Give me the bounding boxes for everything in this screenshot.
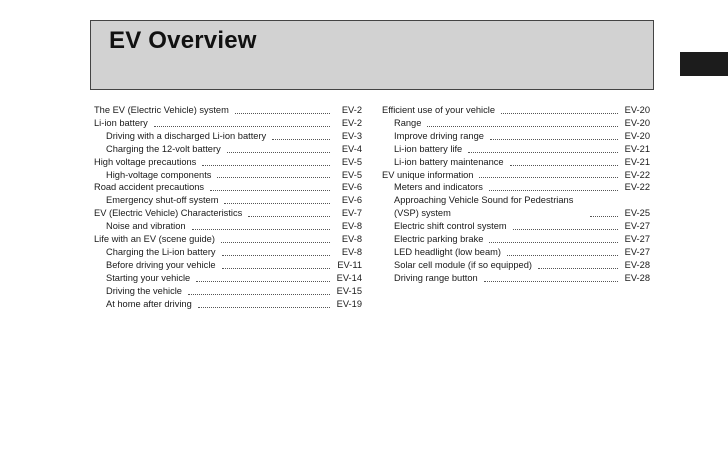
dot-leader bbox=[198, 307, 330, 308]
toc-entry-page: EV-14 bbox=[336, 272, 362, 283]
toc-entry[interactable] bbox=[94, 207, 362, 220]
toc-entry[interactable] bbox=[94, 272, 362, 285]
dot-leader bbox=[590, 216, 618, 217]
toc-entry-page: EV-21 bbox=[624, 143, 650, 154]
toc-entry-label: Starting your vehicle bbox=[106, 272, 191, 283]
toc-entry[interactable] bbox=[382, 117, 650, 130]
toc-entry-label: Driving the vehicle bbox=[106, 285, 182, 296]
dot-leader bbox=[221, 242, 330, 243]
toc-entry[interactable] bbox=[94, 117, 362, 130]
dot-leader bbox=[222, 268, 330, 269]
dot-leader bbox=[510, 165, 618, 166]
toc-entry-page: EV-27 bbox=[624, 246, 650, 257]
dot-leader bbox=[235, 113, 330, 114]
toc-entry-page: EV-28 bbox=[624, 259, 650, 270]
toc-entry-page: EV-28 bbox=[624, 272, 650, 283]
toc-entry[interactable] bbox=[94, 285, 362, 298]
toc-entry-page: EV-6 bbox=[341, 195, 362, 206]
dot-leader bbox=[427, 126, 618, 127]
toc-entry-label: LED headlight (low beam) bbox=[394, 246, 501, 257]
toc-entry-label: The EV (Electric Vehicle) system bbox=[94, 105, 229, 115]
section-tab-marker bbox=[680, 52, 728, 76]
dot-leader bbox=[192, 229, 330, 230]
dot-leader bbox=[202, 165, 330, 166]
dot-leader bbox=[188, 294, 330, 295]
toc-entry-label: Efficient use of your vehicle bbox=[382, 105, 496, 115]
toc-entry[interactable] bbox=[382, 194, 650, 220]
toc-entry-label: Road accident precautions bbox=[94, 182, 205, 193]
toc-entry-label: Emergency shut-off system bbox=[106, 195, 219, 206]
dot-leader bbox=[484, 281, 618, 282]
toc-entry-page: EV-20 bbox=[624, 105, 650, 115]
toc-entry-page: EV-27 bbox=[624, 221, 650, 232]
toc-column-right bbox=[382, 104, 650, 285]
toc-entry[interactable] bbox=[382, 156, 650, 169]
toc-entry[interactable] bbox=[382, 272, 650, 285]
toc-entry-label: Charging the 12-volt battery bbox=[106, 143, 221, 154]
toc-entry-label: Li-ion battery life bbox=[394, 143, 463, 154]
toc-entry-page: EV-20 bbox=[624, 117, 650, 128]
toc-entry-page: EV-11 bbox=[337, 259, 362, 270]
dot-leader bbox=[227, 152, 330, 153]
toc-entry[interactable] bbox=[382, 181, 650, 194]
dot-leader bbox=[479, 177, 618, 178]
toc-entry-page: EV-8 bbox=[341, 221, 362, 232]
toc-entry-page: EV-6 bbox=[341, 182, 362, 193]
dot-leader bbox=[513, 229, 618, 230]
toc-entry-page: EV-15 bbox=[336, 285, 362, 296]
toc-entry[interactable] bbox=[382, 169, 650, 182]
toc-entry[interactable] bbox=[382, 220, 650, 233]
toc-entry-label: Driving range button bbox=[394, 272, 478, 283]
toc-entry-label: Approaching Vehicle Sound for Pedestrians (VSP) system bbox=[394, 195, 574, 219]
toc-entry[interactable] bbox=[94, 233, 362, 246]
toc-entry[interactable] bbox=[382, 143, 650, 156]
toc-entry[interactable] bbox=[94, 298, 362, 311]
toc-entry-label: Electric parking brake bbox=[394, 234, 484, 245]
toc-entry-page: EV-27 bbox=[624, 234, 650, 245]
toc-entry-page: EV-7 bbox=[341, 208, 362, 219]
dot-leader bbox=[210, 190, 330, 191]
toc-entry-label: Range bbox=[394, 117, 422, 128]
section-header bbox=[90, 20, 654, 90]
toc-entry[interactable] bbox=[94, 104, 362, 117]
toc-entry-label: EV unique information bbox=[382, 169, 474, 180]
toc-entry[interactable] bbox=[94, 181, 362, 194]
toc-entry-page: EV-2 bbox=[341, 105, 362, 115]
toc-entry-page: EV-2 bbox=[341, 117, 362, 128]
toc-entry-label: Improve driving range bbox=[394, 130, 484, 141]
toc-entry-label: High-voltage components bbox=[106, 169, 212, 180]
toc-entry-page: EV-25 bbox=[624, 208, 650, 219]
toc-entry[interactable] bbox=[94, 130, 362, 143]
toc-entry-page: EV-19 bbox=[336, 298, 362, 309]
dot-leader bbox=[501, 113, 618, 114]
toc-entry-label: Electric shift control system bbox=[394, 221, 507, 232]
toc-entry[interactable] bbox=[94, 156, 362, 169]
toc-entry[interactable] bbox=[94, 220, 362, 233]
toc-entry-page: EV-22 bbox=[624, 169, 650, 180]
dot-leader bbox=[272, 139, 330, 140]
dot-leader bbox=[222, 255, 330, 256]
toc-entry[interactable] bbox=[382, 259, 650, 272]
toc-entry-label: Li-ion battery maintenance bbox=[394, 156, 504, 167]
toc-entry-label: Noise and vibration bbox=[106, 221, 186, 232]
dot-leader bbox=[490, 139, 618, 140]
toc-entry-label: High voltage precautions bbox=[94, 156, 197, 167]
toc-entry-label: At home after driving bbox=[106, 298, 192, 309]
toc-entry[interactable] bbox=[94, 259, 362, 272]
page-title: EV Overview bbox=[109, 27, 257, 54]
dot-leader bbox=[489, 242, 618, 243]
toc-entry[interactable] bbox=[382, 246, 650, 259]
dot-leader bbox=[224, 203, 330, 204]
dot-leader bbox=[489, 190, 618, 191]
toc-entry-label: EV (Electric Vehicle) Characteristics bbox=[94, 208, 243, 219]
toc-entry[interactable] bbox=[94, 246, 362, 259]
toc-entry[interactable] bbox=[94, 194, 362, 207]
toc-entry-label: Before driving your vehicle bbox=[106, 259, 216, 270]
toc-entry-page: EV-21 bbox=[624, 156, 650, 167]
toc-entry-label: Solar cell module (if so equipped) bbox=[394, 259, 532, 270]
dot-leader bbox=[154, 126, 330, 127]
toc-entry-page: EV-5 bbox=[341, 169, 362, 180]
toc-entry[interactable] bbox=[94, 169, 362, 182]
toc-entry-page: EV-8 bbox=[341, 234, 362, 245]
dot-leader bbox=[538, 268, 618, 269]
dot-leader bbox=[468, 152, 618, 153]
toc-entry-page: EV-8 bbox=[341, 246, 362, 257]
toc-entry-label: Driving with a discharged Li-ion battery bbox=[106, 130, 267, 141]
toc-entry-label: Li-ion battery bbox=[94, 117, 148, 128]
dot-leader bbox=[248, 216, 330, 217]
toc-entry-page: EV-22 bbox=[624, 182, 650, 193]
toc-entry-label: Meters and indicators bbox=[394, 182, 483, 193]
toc-entry-page: EV-3 bbox=[341, 130, 362, 141]
dot-leader bbox=[196, 281, 330, 282]
toc-entry-page: EV-20 bbox=[624, 130, 650, 141]
toc-entry[interactable] bbox=[382, 104, 650, 117]
dot-leader bbox=[217, 177, 330, 178]
toc-entry-page: EV-5 bbox=[341, 156, 362, 167]
toc-entry[interactable] bbox=[382, 233, 650, 246]
toc-entry[interactable] bbox=[382, 130, 650, 143]
toc-entry-label: Life with an EV (scene guide) bbox=[94, 234, 215, 245]
toc-entry-label: Charging the Li-ion battery bbox=[106, 246, 216, 257]
toc-column-left bbox=[94, 104, 362, 311]
toc-entry[interactable] bbox=[94, 143, 362, 156]
toc-entry-page: EV-4 bbox=[341, 143, 362, 154]
dot-leader bbox=[507, 255, 618, 256]
